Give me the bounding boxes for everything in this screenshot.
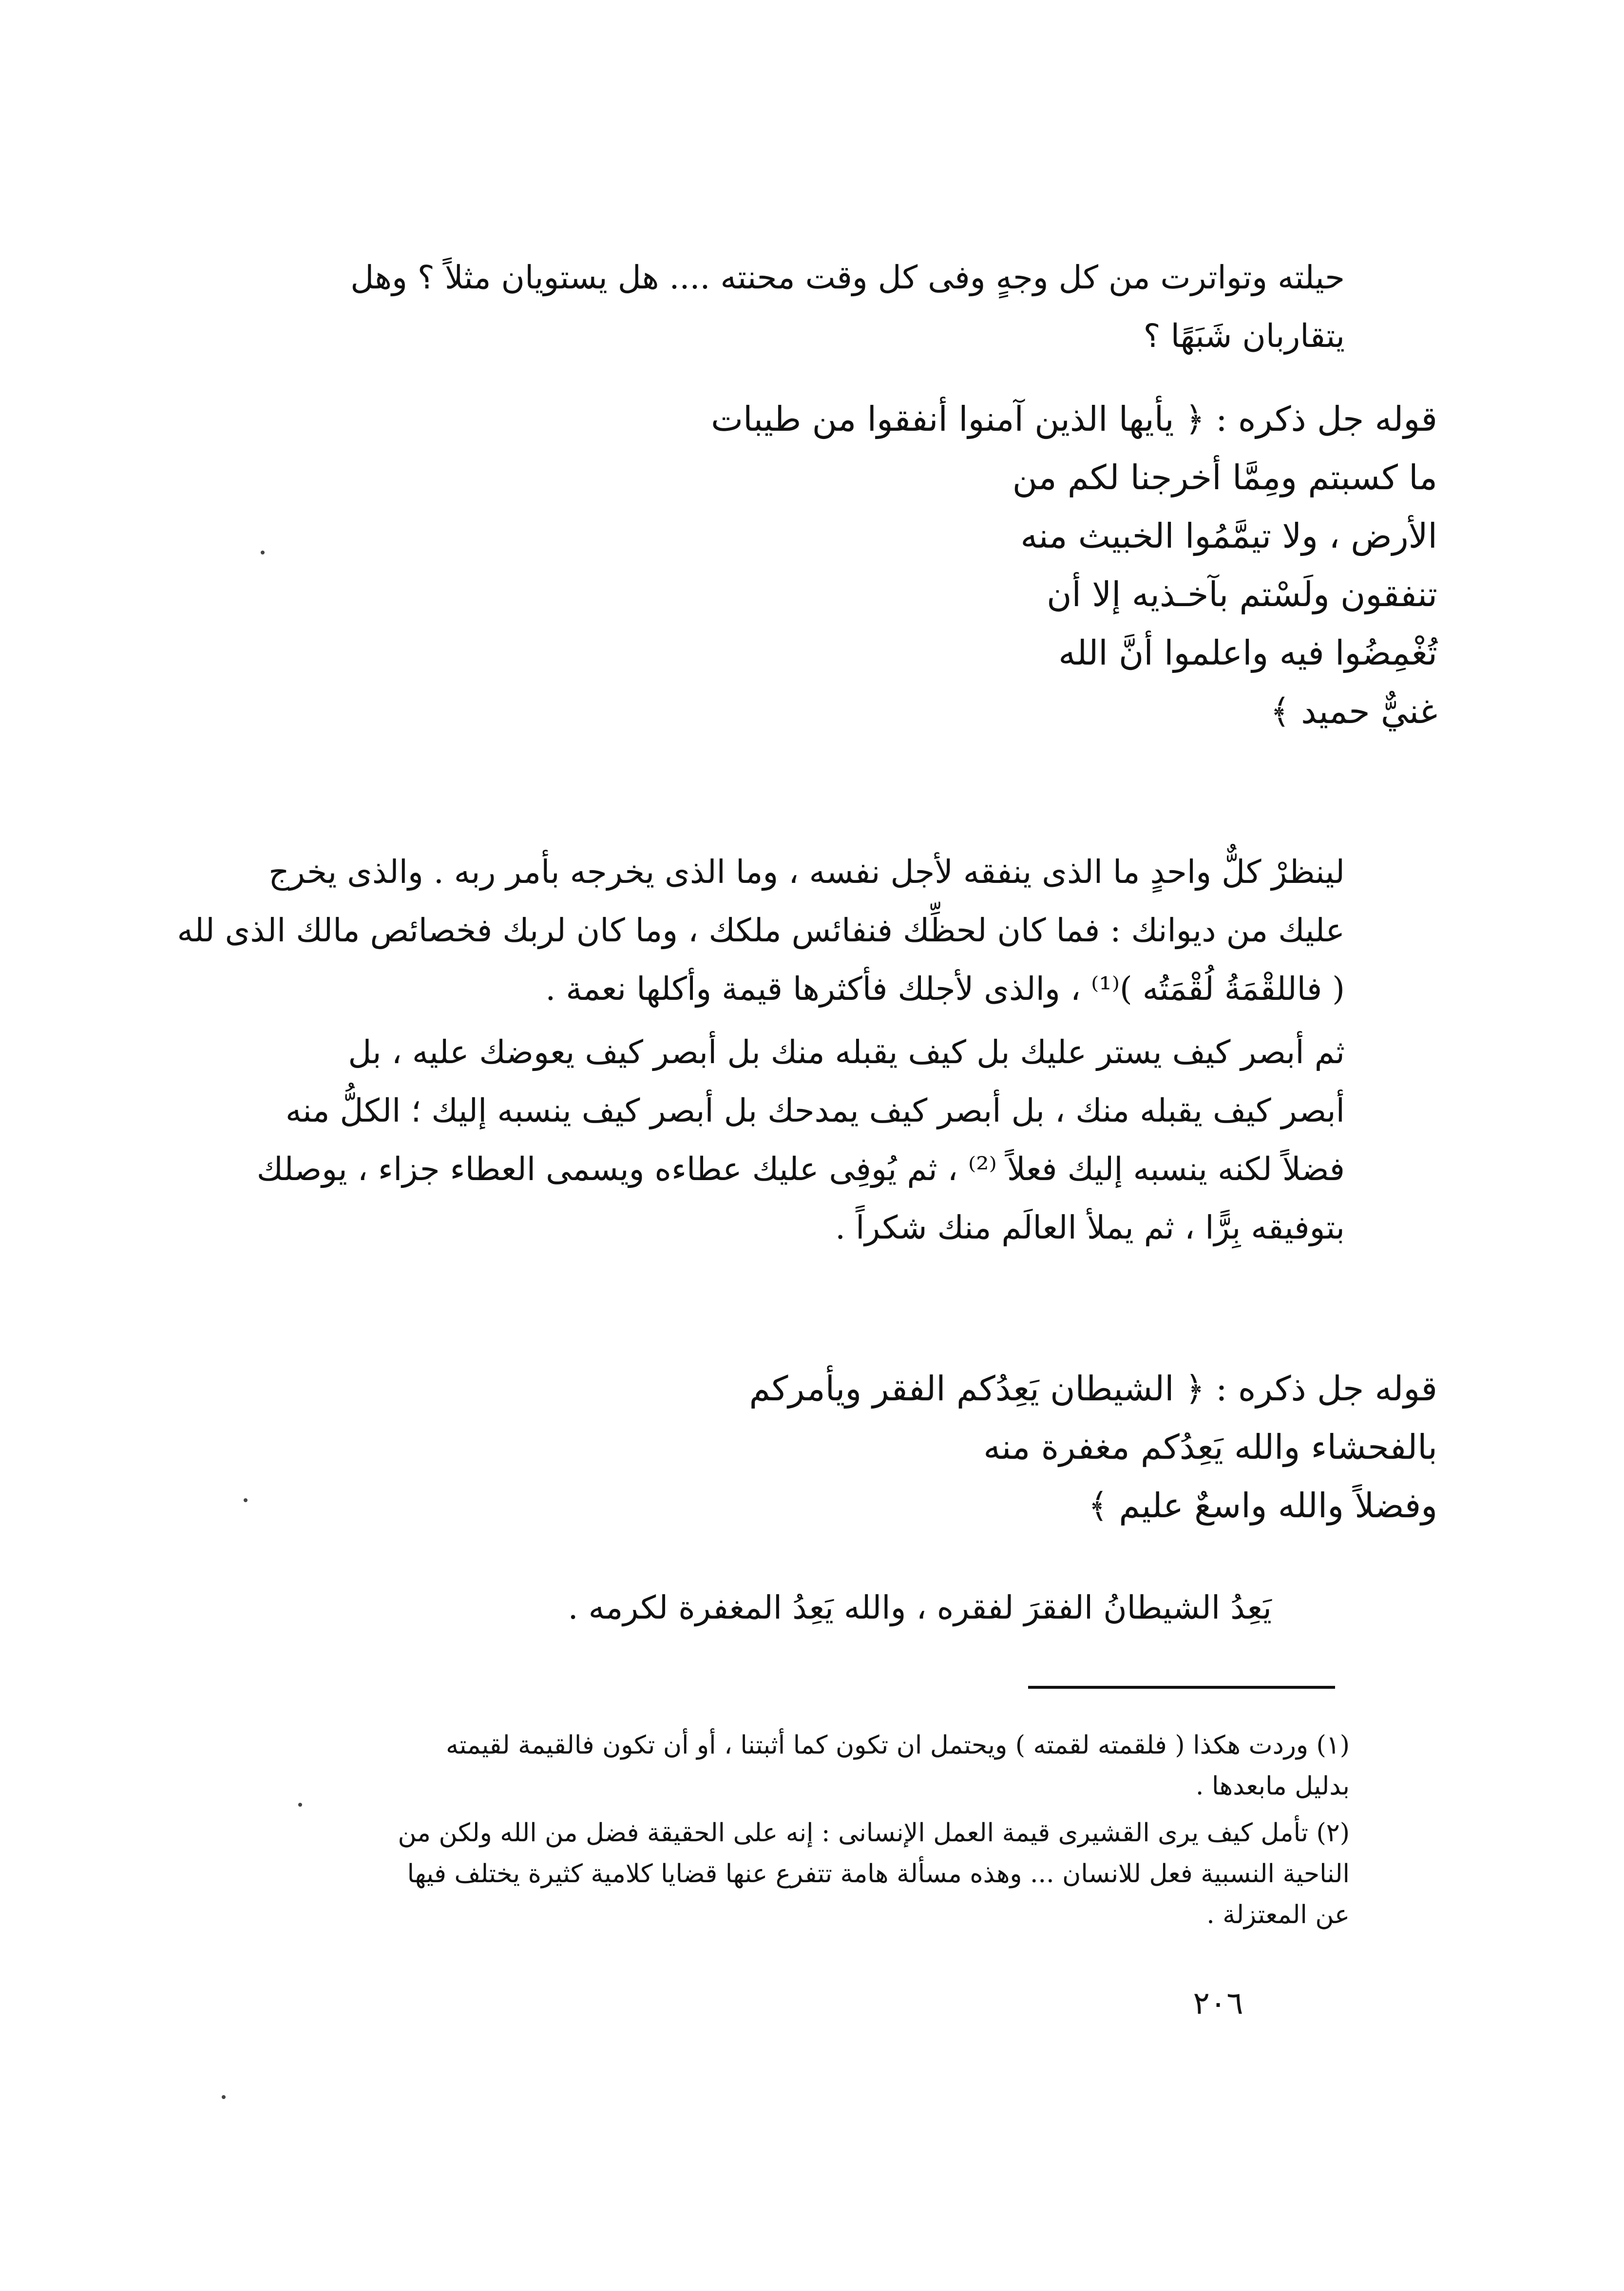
footnote-1 [278,1725,1350,1807]
commentary-paragraph [568,1579,1272,1637]
verse-line: غنيٌّ حميد ﴾ [1270,691,1437,731]
text-line: بتوفيقه بِرًّا ، ثم يملأ العالَم منك شكراً . [835,1209,1345,1246]
opening-paragraph [292,248,1345,365]
text-line: حيلته وتواترت من كل وجهٍ وفى كل وقت محنته .... هل يستويان مثلاً ؟ وهل [350,259,1345,296]
scan-speck [244,1498,248,1502]
commentary-paragraph [177,843,1345,1018]
footnote-line: (٢) تأمل كيف يرى القشيرى قيمة العمل الإنسانى : إنه على الحقيقة فضل من الله ولكن من [398,1818,1350,1848]
scan-speck [298,1803,302,1807]
verse-line: بالفحشاء والله يَعِدُكم مغفرة منه [983,1427,1437,1467]
text-line: أبصر كيف يقبله منك ، بل أبصر كيف يمدحك بل أبصر كيف ينسبه إليك ؛ الكلُّ منه [285,1092,1345,1129]
footnote-line: الناحية النسبية فعل للانسان ... وهذه مسألة هامة تتفرع عنها قضايا كلامية كثيرة يختلف فيها [407,1859,1350,1889]
page-number: ٢٠٦ [1193,1986,1243,2022]
verse-line: وفضلاً والله واسعٌ عليم ﴾ [1088,1486,1437,1526]
scan-speck [222,2095,226,2099]
text-line: عليك من ديوانك : فما كان لحظِّك فنفائس ملكك ، وما كان لربك فخصائص مالك الذى لله [177,912,1345,949]
text-line: يتقاربان شَبَهًا ؟ [1143,317,1345,355]
footnote-line: بدليل مابعدها . [1195,1772,1350,1801]
commentary-paragraph [256,1023,1345,1257]
text-line: ثم أبصر كيف يستر عليك بل كيف يقبله منك بل أبصر كيف يعوضك عليه ، بل [348,1033,1345,1071]
verse-line: الأرض ، ولا تيمَّمُوا الخبيث منه [1020,516,1437,556]
verse-line: تنفقون ولَسْتم بآخـذيه إلا أن [1047,574,1437,614]
footnote-divider [1028,1686,1335,1689]
footnote-line: عن المعتزلة . [1206,1900,1350,1929]
scan-speck [261,551,265,554]
quran-verse-block [633,1359,1437,1535]
text-line: يَعِدُ الشيطانُ الفقرَ لفقره ، والله يَعِدُ المغفرة لكرمه . [568,1589,1272,1626]
footnote-line: (١) وردت هكذا ( فلقمته لقمته ) ويحتمل ان تكون كما أثبتنا ، أو أن تكون فالقيمة لقيمته [446,1731,1350,1760]
verse-line: قوله جل ذكره : ﴿ يأيها الذين آمنوا أنفقوا من طيبات [711,399,1437,439]
quran-verse-block [672,390,1437,741]
verse-line: ما كسبتم ومِمَّا أخرجنا لكم من [1012,458,1437,497]
footnote-2 [278,1813,1350,1935]
verse-line: تُغْمِضُوا فيه واعلموا أنَّ الله [1058,633,1437,673]
verse-line: قوله جل ذكره : ﴿ الشيطان يَعِدُكم الفقر ويأمركم [749,1369,1437,1409]
text-line: فضلاً لكنه ينسبه إليك فعلاً ⁽²⁾ ، ثم يُوفِى عليك عطاءه ويسمى العطاء جزاء ، يوصلك [256,1150,1345,1188]
text-line: لينظرْ كلٌّ واحدٍ ما الذى ينفقه لأجل نفسه ، وما الذى يخرجه بأمر ربه . والذى يخرج [268,853,1345,891]
text-line: ( فاللقْمَةُ لُقْمَتُه )⁽¹⁾ ، والذى لأجلك فأكثرها قيمة وأكلها نعمة . [545,970,1345,1008]
